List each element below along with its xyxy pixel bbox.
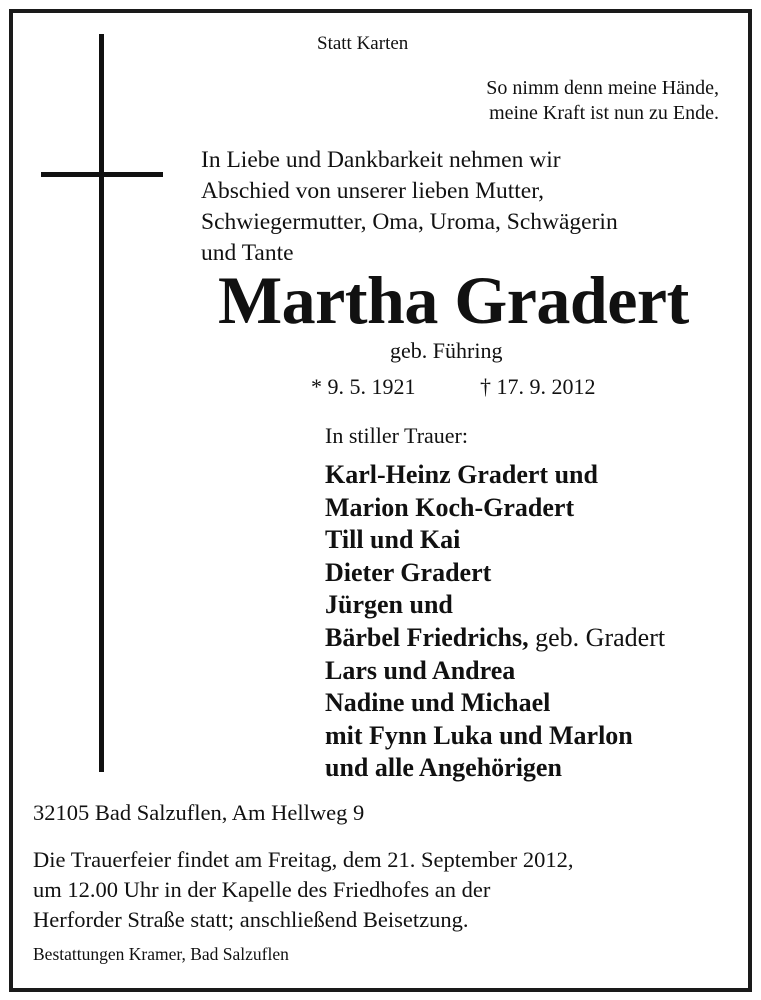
address: 32105 Bad Salzuflen, Am Hellweg 9 xyxy=(33,800,365,825)
mourner xyxy=(325,622,665,655)
mourner: Jürgen und xyxy=(325,590,453,620)
mourner: mit Fynn Luka und Marlon xyxy=(325,720,633,750)
mourner-birth-name: geb. Gradert xyxy=(528,622,666,652)
mourner: und alle Angehörigen xyxy=(325,753,562,783)
mourner: Till und Kai xyxy=(325,525,461,555)
notice-line: Die Trauerfeier findet am Freitag, dem 21. September 2012, xyxy=(33,847,574,872)
notice-line: um 12.00 Uhr in der Kapelle des Friedhofes an der xyxy=(33,877,491,902)
mourner-name: Bärbel Friedrichs, xyxy=(325,622,529,652)
deceased-name: Martha Gradert xyxy=(218,262,689,338)
funeral-notice xyxy=(33,845,573,935)
mourner: Dieter Gradert xyxy=(325,557,492,587)
mourner: Marion Koch-Gradert xyxy=(325,492,575,522)
intro-line: und Tante xyxy=(201,240,294,266)
birth-date: * 9. 5. 1921 xyxy=(311,374,416,399)
mourners-heading: In stiller Trauer: xyxy=(325,423,468,448)
death-date: † 17. 9. 2012 xyxy=(480,374,596,399)
verse-line: meine Kraft ist nun zu Ende. xyxy=(489,102,719,124)
verse xyxy=(486,76,719,126)
intro-line: In Liebe und Dankbarkeit nehmen wir xyxy=(201,147,561,173)
intro-line: Schwiegermutter, Oma, Uroma, Schwägerin xyxy=(201,209,618,235)
cross-vertical-bar xyxy=(99,34,104,772)
statt-karten: Statt Karten xyxy=(317,33,409,54)
intro-text xyxy=(201,145,618,269)
mourners-list xyxy=(325,459,665,785)
mourner: Nadine und Michael xyxy=(325,688,551,718)
mourner: Lars und Andrea xyxy=(325,655,516,685)
mourner: Karl-Heinz Gradert und xyxy=(325,460,598,489)
notice-line: Herforder Straße statt; anschließend Beisetzung. xyxy=(33,907,469,932)
undertaker: Bestattungen Kramer, Bad Salzuflen xyxy=(33,944,289,964)
cross-horizontal-bar xyxy=(41,172,163,177)
verse-line: So nimm denn meine Hände, xyxy=(486,77,719,99)
intro-line: Abschied von unserer lieben Mutter, xyxy=(201,178,544,204)
birth-name: geb. Führing xyxy=(390,338,503,363)
